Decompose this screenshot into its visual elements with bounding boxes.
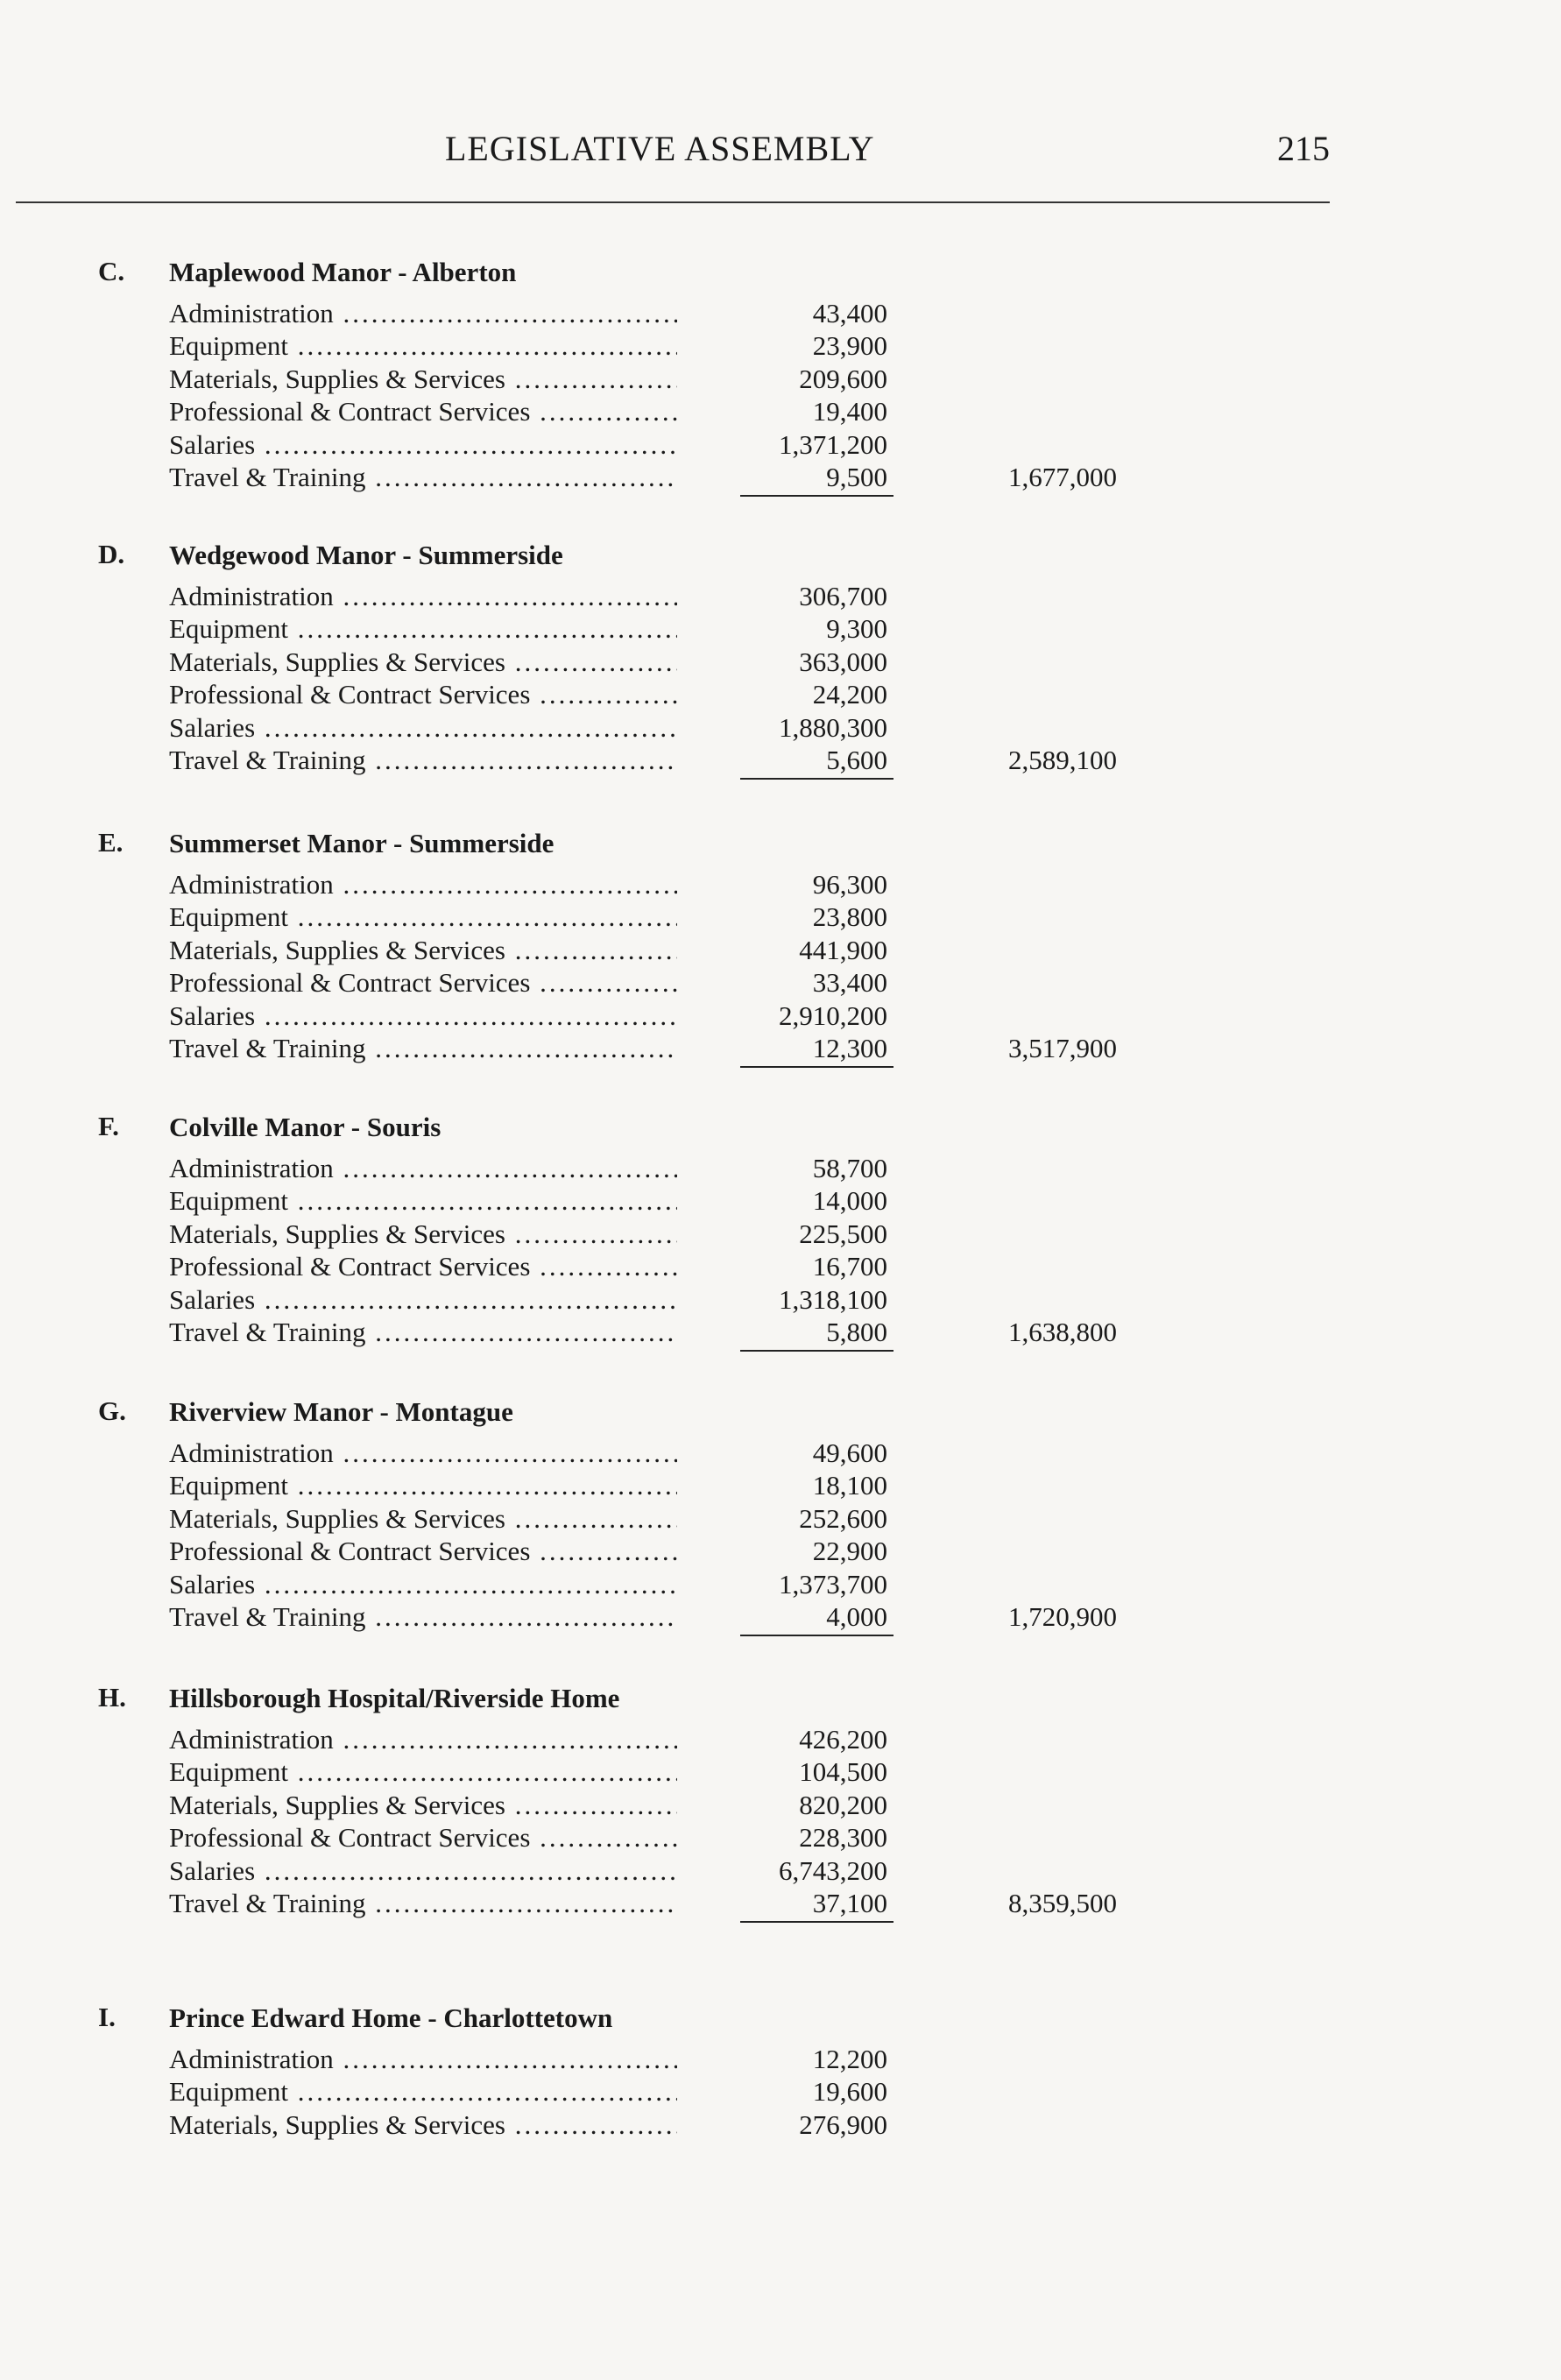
section-letter: F. xyxy=(98,1111,119,1141)
line-item-label: Administration ..... xyxy=(169,1437,677,1469)
line-item-label: Equipment ..... xyxy=(169,1756,677,1788)
section-letter: D. xyxy=(98,539,125,569)
section-letter: H. xyxy=(98,1682,126,1713)
line-item-amount: 18,100 xyxy=(812,1470,887,1501)
line-item-amount: 43,400 xyxy=(812,298,887,328)
section-title: Maplewood Manor - Alberton xyxy=(169,257,517,287)
line-item xyxy=(169,1437,1133,1470)
line-item-amount: 96,300 xyxy=(812,869,887,900)
line-item-label: Salaries ..... xyxy=(169,1284,677,1316)
line-item xyxy=(169,1153,1133,1185)
subtotal-rule xyxy=(740,1921,894,1923)
line-item-label: Administration ..... xyxy=(169,298,677,329)
line-item-label: Travel & Training ..... xyxy=(169,1601,677,1633)
line-item-label: Equipment ..... xyxy=(169,901,677,933)
line-item xyxy=(169,1822,1133,1854)
line-item-label: Equipment ..... xyxy=(169,2076,677,2108)
line-item-label: Salaries ..... xyxy=(169,429,677,461)
line-item-amount: 1,880,300 xyxy=(779,711,887,743)
line-item xyxy=(169,1000,1133,1033)
page-header xyxy=(16,123,1330,203)
page-number: 215 xyxy=(1277,129,1330,168)
line-item-label: Materials, Supplies & Services ..... xyxy=(169,2109,677,2141)
line-item-amount: 33,400 xyxy=(812,967,887,999)
line-item-amount: 209,600 xyxy=(799,363,887,394)
line-item-label: Salaries ..... xyxy=(169,712,677,744)
line-item xyxy=(169,1756,1133,1789)
line-item xyxy=(169,1503,1133,1536)
line-item-amount: 19,400 xyxy=(812,396,887,427)
section-title: Hillsborough Hospital/Riverside Home xyxy=(169,1683,620,1713)
section-total: 2,589,100 xyxy=(1008,745,1117,775)
line-item-amount: 820,200 xyxy=(799,1789,887,1820)
line-item-label: Professional & Contract Services ..... xyxy=(169,1536,677,1567)
line-item-amount: 1,371,200 xyxy=(779,428,887,460)
line-item xyxy=(169,901,1133,934)
line-item xyxy=(169,364,1133,396)
subtotal-rule xyxy=(740,1350,894,1352)
line-item-amount: 363,000 xyxy=(799,646,887,677)
line-item-amount: 12,300 xyxy=(812,1033,887,1063)
line-item xyxy=(169,1724,1133,1756)
line-item xyxy=(169,1569,1133,1601)
line-item-amount: 19,600 xyxy=(812,2076,887,2108)
line-item xyxy=(169,581,1133,613)
line-item-label: Materials, Supplies & Services ..... xyxy=(169,1503,677,1535)
line-item xyxy=(169,613,1133,646)
line-item-label: Materials, Supplies & Services ..... xyxy=(169,1790,677,1821)
line-item-amount: 1,373,700 xyxy=(779,1568,887,1600)
line-item xyxy=(169,1251,1133,1283)
line-item xyxy=(169,646,1133,679)
subtotal-rule xyxy=(740,1066,894,1068)
line-item-amount: 228,300 xyxy=(799,1822,887,1854)
line-item-label: Administration ..... xyxy=(169,1153,677,1184)
line-item-amount: 6,743,200 xyxy=(779,1854,887,1886)
section-title: Riverview Manor - Montague xyxy=(169,1396,513,1427)
line-item-label: Travel & Training ..... xyxy=(169,1317,677,1348)
line-item-label: Travel & Training ..... xyxy=(169,745,677,776)
line-item xyxy=(169,1536,1133,1568)
line-item-amount: 1,318,100 xyxy=(779,1283,887,1315)
line-item xyxy=(169,396,1133,428)
line-item xyxy=(169,330,1133,363)
line-item-label: Administration ..... xyxy=(169,1724,677,1755)
subtotal-rule xyxy=(740,778,894,780)
line-item-label: Salaries ..... xyxy=(169,1855,677,1887)
line-item xyxy=(169,1855,1133,1888)
line-item-label: Administration ..... xyxy=(169,869,677,900)
line-item-amount: 5,800 xyxy=(826,1317,887,1347)
line-item-label: Travel & Training ..... xyxy=(169,1033,677,1064)
line-item-amount: 12,200 xyxy=(812,2044,887,2074)
line-item-label: Professional & Contract Services ..... xyxy=(169,1822,677,1854)
line-item-label: Professional & Contract Services ..... xyxy=(169,679,677,710)
line-item xyxy=(169,2044,1133,2076)
line-item-amount: 426,200 xyxy=(799,1724,887,1755)
line-item xyxy=(169,1470,1133,1502)
section-letter: G. xyxy=(98,1395,126,1426)
section-total: 1,720,900 xyxy=(1008,1601,1117,1632)
line-item-label: Equipment ..... xyxy=(169,613,677,645)
line-item-label: Travel & Training ..... xyxy=(169,462,677,493)
line-item-label: Materials, Supplies & Services ..... xyxy=(169,935,677,966)
line-item-amount: 104,500 xyxy=(799,1756,887,1788)
line-item-amount: 49,600 xyxy=(812,1437,887,1468)
section-title: Colville Manor - Souris xyxy=(169,1112,441,1142)
line-item xyxy=(169,712,1133,745)
line-item-amount: 276,900 xyxy=(799,2108,887,2140)
section-total: 1,677,000 xyxy=(1008,462,1117,492)
line-item-label: Equipment ..... xyxy=(169,330,677,362)
line-item-amount: 252,600 xyxy=(799,1502,887,1534)
line-item xyxy=(169,1218,1133,1251)
line-item-amount: 225,500 xyxy=(799,1218,887,1249)
line-item xyxy=(169,679,1133,711)
line-item-label: Professional & Contract Services ..... xyxy=(169,967,677,999)
line-item-amount: 5,600 xyxy=(826,745,887,775)
line-item xyxy=(169,2109,1133,2142)
line-item-label: Salaries ..... xyxy=(169,1569,677,1600)
section-title: Summerset Manor - Summerside xyxy=(169,828,554,858)
section-title: Prince Edward Home - Charlottetown xyxy=(169,2002,613,2033)
line-item xyxy=(169,429,1133,462)
line-item-amount: 14,000 xyxy=(812,1185,887,1217)
section-total: 3,517,900 xyxy=(1008,1033,1117,1063)
line-item-amount: 58,700 xyxy=(812,1153,887,1183)
line-item-amount: 9,300 xyxy=(826,613,887,645)
line-item xyxy=(169,298,1133,330)
line-item-label: Materials, Supplies & Services ..... xyxy=(169,1218,677,1250)
line-item xyxy=(169,2076,1133,2108)
line-item-label: Equipment ..... xyxy=(169,1470,677,1501)
line-item-amount: 22,900 xyxy=(812,1536,887,1567)
line-item-label: Materials, Supplies & Services ..... xyxy=(169,646,677,678)
section-letter: I. xyxy=(98,2002,116,2032)
line-item xyxy=(169,935,1133,967)
section-total: 8,359,500 xyxy=(1008,1888,1117,1918)
subtotal-rule xyxy=(740,495,894,497)
line-item-amount: 37,100 xyxy=(812,1888,887,1918)
line-item-label: Materials, Supplies & Services ..... xyxy=(169,364,677,395)
line-item-amount: 24,200 xyxy=(812,679,887,710)
line-item xyxy=(169,869,1133,901)
line-item xyxy=(169,967,1133,999)
section-letter: C. xyxy=(98,256,125,286)
section-letter: E. xyxy=(98,827,124,858)
line-item-label: Equipment ..... xyxy=(169,1185,677,1217)
line-item-label: Administration ..... xyxy=(169,2044,677,2075)
line-item-amount: 306,700 xyxy=(799,581,887,611)
line-item-label: Administration ..... xyxy=(169,581,677,612)
section-total: 1,638,800 xyxy=(1008,1317,1117,1347)
page-title: LEGISLATIVE ASSEMBLY xyxy=(445,129,875,168)
subtotal-rule xyxy=(740,1635,894,1636)
line-item-label: Professional & Contract Services ..... xyxy=(169,396,677,427)
line-item-label: Salaries ..... xyxy=(169,1000,677,1032)
section-title: Wedgewood Manor - Summerside xyxy=(169,540,563,570)
line-item-label: Professional & Contract Services ..... xyxy=(169,1251,677,1282)
line-item-amount: 4,000 xyxy=(826,1601,887,1632)
line-item-amount: 2,910,200 xyxy=(779,999,887,1031)
line-item-amount: 23,900 xyxy=(812,330,887,362)
line-item xyxy=(169,1284,1133,1317)
line-item-amount: 16,700 xyxy=(812,1251,887,1282)
line-item-amount: 441,900 xyxy=(799,934,887,965)
line-item xyxy=(169,1790,1133,1822)
line-item-label: Travel & Training ..... xyxy=(169,1888,677,1919)
line-item xyxy=(169,1185,1133,1218)
line-item-amount: 9,500 xyxy=(826,462,887,492)
line-item-amount: 23,800 xyxy=(812,901,887,933)
